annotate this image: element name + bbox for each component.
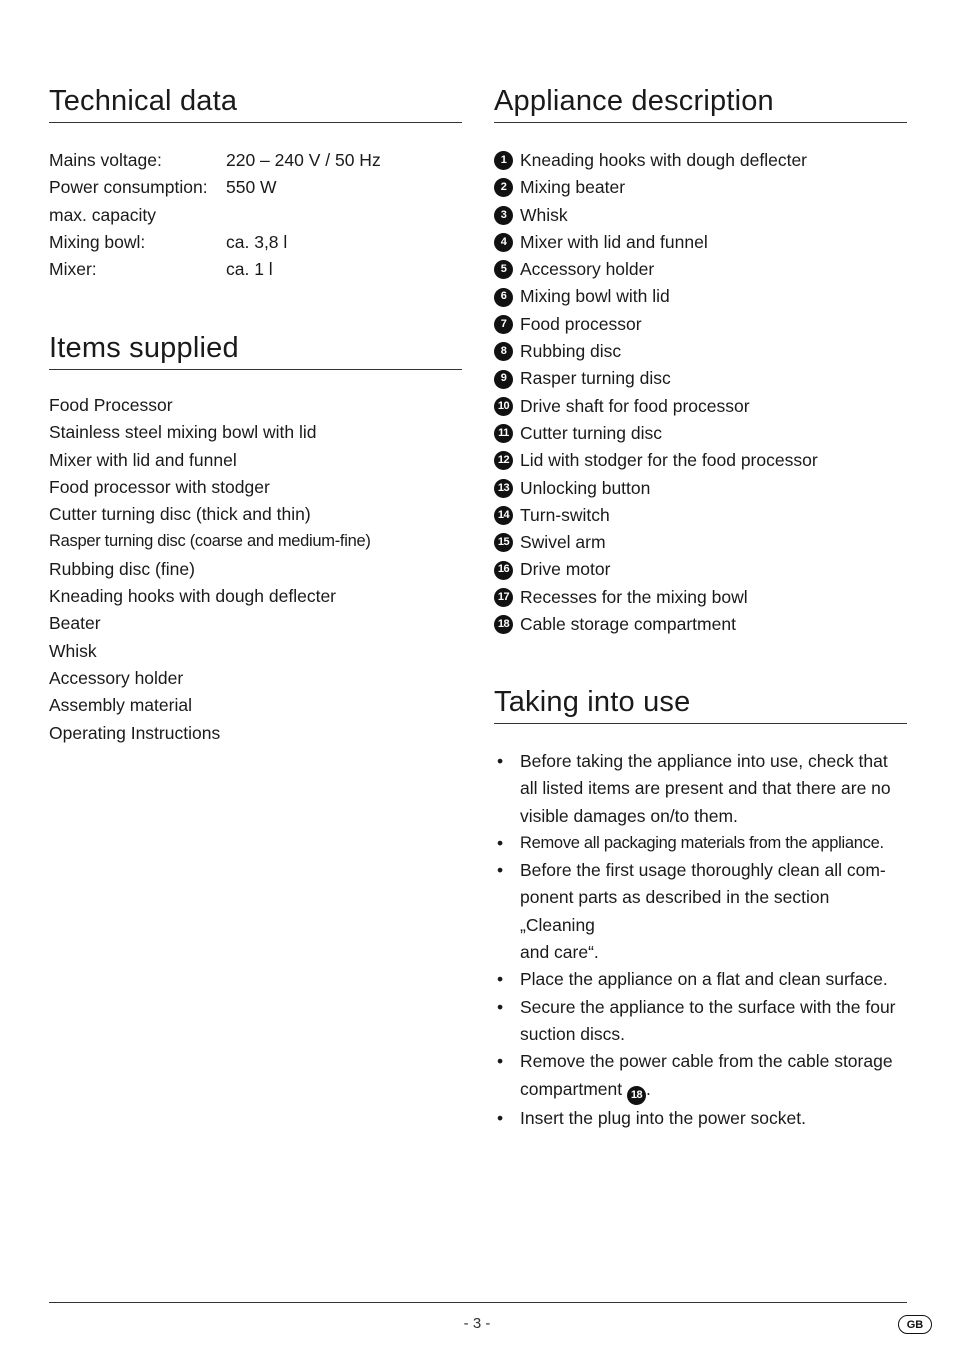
list-item: [494, 283, 907, 310]
number-badge: 9: [494, 370, 513, 389]
line: Place the appliance on a flat and clean surface.: [520, 969, 888, 990]
list-item: [494, 338, 907, 365]
item-text: Unlocking button: [520, 477, 651, 498]
tech-value: 220 – 240 V / 50 Hz: [226, 150, 381, 170]
list-item: Operating Instructions: [49, 722, 221, 743]
item-text: Mixing beater: [520, 177, 626, 198]
bullet-item: [494, 966, 907, 993]
item-text: Rasper turning disc: [520, 368, 671, 389]
list-item: [494, 311, 907, 338]
item-text: Whisk: [520, 204, 568, 225]
line: ponent parts as described in the section „Cleaning: [520, 887, 830, 935]
list-item: [494, 393, 907, 420]
list-item: [494, 256, 907, 283]
item-text: Lid with stodger for the food processor: [520, 450, 818, 471]
tech-row: [49, 147, 462, 174]
bullet-icon: •: [497, 1051, 504, 1072]
taking-into-use-section: [494, 684, 907, 1132]
taking-into-use-list: [494, 748, 907, 1132]
tech-label: Mixing bowl:: [49, 231, 146, 252]
bullet-item: [494, 1105, 907, 1132]
tech-row: [49, 202, 462, 229]
list-item: [494, 202, 907, 229]
line: and care“.: [520, 942, 599, 963]
line: Remove the power cable from the cable storage: [520, 1051, 893, 1072]
line: suction discs.: [520, 1023, 626, 1044]
appliance-description-heading: Appliance description: [494, 83, 907, 123]
list-item: [494, 556, 907, 583]
item-text: Drive motor: [520, 559, 611, 580]
bullet-icon: •: [497, 860, 504, 881]
page-number: - 3 -: [463, 1315, 491, 1332]
line: Insert the plug into the power socket.: [520, 1107, 806, 1128]
item-text: Cutter turning disc: [520, 422, 663, 443]
tech-row: [49, 229, 462, 256]
technical-data-heading: Technical data: [49, 83, 462, 123]
items-supplied-section: [49, 330, 462, 747]
list-item: [494, 584, 907, 611]
list-item: Food Processor: [49, 395, 173, 415]
tech-row: [49, 174, 462, 201]
tech-value: 550 W: [226, 177, 277, 198]
bullet-icon: •: [497, 751, 504, 771]
list-item: [494, 475, 907, 502]
tech-label: Power consumption:: [49, 177, 208, 198]
list-item: [494, 229, 907, 256]
line: [520, 1076, 907, 1105]
number-badge: 16: [494, 561, 513, 580]
list-item: [494, 447, 907, 474]
list-item: [494, 365, 907, 392]
list-item: [494, 502, 907, 529]
appliance-description-section: [494, 83, 907, 638]
item-text: Accessory holder: [520, 259, 655, 280]
bullet-icon: •: [497, 996, 504, 1017]
number-badge: 6: [494, 288, 513, 307]
line-text: compartment: [520, 1078, 627, 1099]
taking-into-use-heading: Taking into use: [494, 684, 907, 724]
item-text: Turn-switch: [520, 504, 610, 525]
line: Before the first usage thoroughly clean all com-: [520, 860, 886, 881]
item-text: Drive shaft for food processor: [520, 395, 750, 416]
item-text: Rubbing disc: [520, 341, 622, 362]
number-badge: 4: [494, 233, 513, 252]
technical-data-table: [49, 147, 462, 283]
tech-row: [49, 256, 462, 283]
list-item: Mixer with lid and funnel: [49, 449, 237, 470]
line: Remove all packaging materials from the appliance.: [520, 833, 884, 852]
number-badge: 12: [494, 451, 513, 470]
item-text: Mixer with lid and funnel: [520, 231, 708, 252]
bullet-item: [494, 857, 907, 966]
number-badge: 18: [494, 615, 513, 634]
bullet-item: [494, 830, 907, 857]
number-badge: 13: [494, 479, 513, 498]
line: Before taking the appliance into use, check that: [520, 751, 888, 771]
list-item: Beater: [49, 613, 101, 634]
item-text: Cable storage compartment: [520, 614, 736, 635]
item-text: Food processor: [520, 313, 642, 334]
tech-label: Mixer:: [49, 259, 97, 280]
tech-value: ca. 1 l: [226, 259, 273, 280]
list-item: Accessory holder: [49, 667, 184, 688]
technical-data-section: [49, 83, 462, 283]
list-item: Kneading hooks with dough deflecter: [49, 586, 337, 607]
line: all listed items are present and that there are no: [520, 778, 891, 799]
number-badge: 18: [627, 1086, 646, 1105]
number-badge: 2: [494, 178, 513, 197]
number-badge: 8: [494, 342, 513, 361]
line-text: .: [645, 1078, 651, 1099]
list-item: [494, 420, 907, 447]
tech-label: max. capacity: [49, 204, 156, 225]
list-item: [494, 611, 907, 638]
item-text: Kneading hooks with dough deflecter: [520, 150, 808, 170]
number-badge: 5: [494, 260, 513, 279]
list-item: [494, 529, 907, 556]
bullet-item: [494, 994, 907, 1049]
footer-divider: [49, 1302, 907, 1303]
number-badge: 11: [494, 424, 513, 443]
tech-value: [226, 202, 462, 229]
list-item: Stainless steel mixing bowl with lid: [49, 422, 317, 443]
list-item: [494, 174, 907, 201]
bullet-icon: •: [497, 832, 504, 853]
list-item: Rubbing disc (fine): [49, 558, 195, 579]
list-item: Assembly material: [49, 695, 192, 716]
list-item: Cutter turning disc (thick and thin): [49, 504, 311, 525]
items-supplied-list: [49, 392, 462, 747]
item-text: Recesses for the mixing bowl: [520, 586, 748, 607]
line: Secure the appliance to the surface with the four: [520, 996, 896, 1017]
number-badge: 7: [494, 315, 513, 334]
number-badge: 3: [494, 206, 513, 225]
number-badge: 10: [494, 397, 513, 416]
number-badge: 14: [494, 506, 513, 525]
line: visible damages on/to them.: [520, 805, 738, 826]
item-text: Swivel arm: [520, 532, 606, 553]
list-item: [494, 147, 907, 174]
appliance-description-list: [494, 147, 907, 638]
bullet-icon: •: [497, 1107, 504, 1128]
bullet-item: [494, 1048, 907, 1104]
list-item: Whisk: [49, 640, 97, 661]
number-badge: 1: [494, 151, 513, 170]
tech-label: Mains voltage:: [49, 150, 162, 170]
tech-value: ca. 3,8 l: [226, 231, 288, 252]
number-badge: 15: [494, 533, 513, 552]
items-supplied-heading: Items supplied: [49, 330, 462, 370]
bullet-icon: •: [497, 969, 504, 990]
number-badge: 17: [494, 588, 513, 607]
list-item: Rasper turning disc (coarse and medium-fine): [49, 532, 371, 551]
bullet-item: [494, 748, 907, 830]
country-badge: GB: [898, 1315, 932, 1334]
item-text: Mixing bowl with lid: [520, 286, 670, 307]
list-item: Food processor with stodger: [49, 476, 270, 497]
